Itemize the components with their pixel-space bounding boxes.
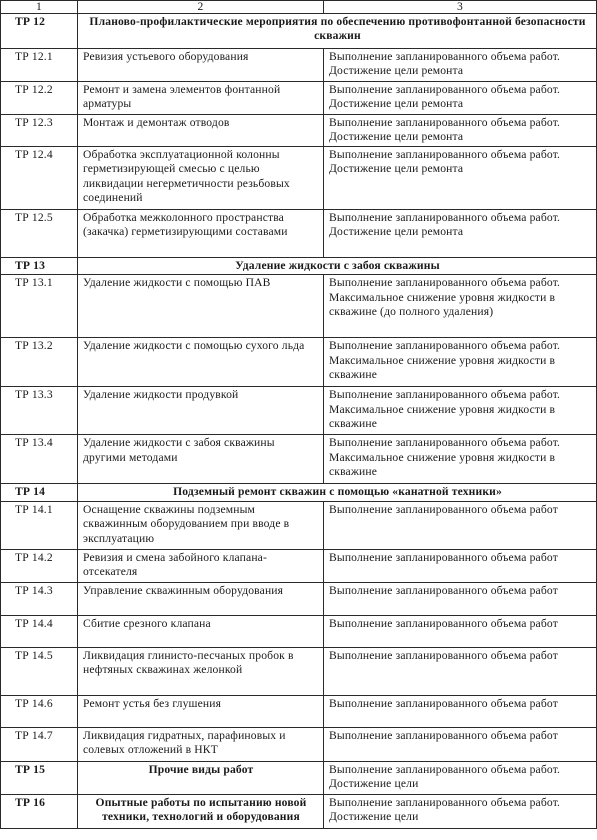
work-description: Удаление жидкости с помощью ПАВ [78, 275, 324, 338]
column-number-row [1, 1, 597, 14]
row-code: ТР 12 [1, 14, 78, 49]
expected-result: Выполнение запланированного объема работ [324, 549, 597, 582]
section-row [1, 794, 597, 828]
work-description: Обработка межколонного пространства (закачка) герметизирующими составами [78, 210, 324, 258]
table-row [1, 82, 597, 115]
expected-result: Выполнение запланированного объема работ. Максимальное снижение уровня жидкости в скважине [324, 338, 597, 387]
expected-result: Выполнение запланированного объема работ. Достижение цели ремонта [324, 147, 597, 210]
row-code: ТР 16 [1, 794, 78, 828]
expected-result: Выполнение запланированного объема работ [324, 695, 597, 727]
row-code: ТР 13 [1, 258, 78, 275]
row-code: ТР 13.1 [1, 275, 78, 338]
work-description: Обработка эксплуатационной колонны герметизирующей смесью с целью ликвидации негерметичности резьбовых соединений [78, 147, 324, 210]
expected-result: Выполнение запланированного объема работ. Достижение цели [324, 761, 597, 794]
row-code: ТР 14.3 [1, 582, 78, 615]
expected-result: Выполнение запланированного объема работ. Достижение цели ремонта [324, 210, 597, 258]
table-row [1, 210, 597, 258]
work-description: Удаление жидкости продувкой [78, 387, 324, 435]
expected-result: Выполнение запланированного объема работ. Достижение цели [324, 794, 597, 828]
row-code: ТР 13.2 [1, 338, 78, 387]
work-description: Ремонт устья без глушения [78, 695, 324, 727]
work-description: Сбитие срезного клапана [78, 615, 324, 647]
row-code: ТР 14.1 [1, 501, 78, 549]
section-title: Удаление жидкости с забоя скважины [78, 258, 597, 275]
work-description: Ликвидация гидратных, парафиновых и солевых отложений в НКТ [78, 727, 324, 761]
expected-result: Выполнение запланированного объема работ [324, 647, 597, 695]
table-row [1, 615, 597, 647]
work-description: Ревизия устьевого оборудования [78, 49, 324, 82]
table-row [1, 582, 597, 615]
section-title: Планово-профилактические мероприятия по обеспечению противофонтанной безопасности скважин [78, 14, 597, 49]
table-row [1, 501, 597, 549]
row-code: ТР 14.5 [1, 647, 78, 695]
row-code: ТР 12.2 [1, 82, 78, 115]
work-description: Монтаж и демонтаж отводов [78, 115, 324, 147]
expected-result: Выполнение запланированного объема работ. Достижение цели ремонта [324, 115, 597, 147]
table-row [1, 49, 597, 82]
section-title: Прочие виды работ [78, 761, 324, 794]
table-row [1, 549, 597, 582]
work-description: Ремонт и замена элементов фонтанной арматуры [78, 82, 324, 115]
work-description: Ликвидация глинисто-песчаных пробок в нефтяных скважинах желонкой [78, 647, 324, 695]
table-row [1, 147, 597, 210]
row-code: ТР 14 [1, 484, 78, 501]
row-code: ТР 14.7 [1, 727, 78, 761]
expected-result: Выполнение запланированного объема работ. Достижение цели ремонта [324, 49, 597, 82]
work-description: Удаление жидкости с забоя скважины другими методами [78, 435, 324, 484]
row-code: ТР 12.1 [1, 49, 78, 82]
table-row [1, 275, 597, 338]
expected-result: Выполнение запланированного объема работ [324, 582, 597, 615]
row-code: ТР 14.2 [1, 549, 78, 582]
column-number: 3 [324, 1, 597, 14]
table-row [1, 647, 597, 695]
row-code: ТР 13.4 [1, 435, 78, 484]
expected-result: Выполнение запланированного объема работ. Максимальное снижение уровня жидкости в скважине [324, 387, 597, 435]
section-title: Подземный ремонт скважин с помощью «канатной техники» [78, 484, 597, 501]
table-row [1, 387, 597, 435]
expected-result: Выполнение запланированного объема работ. Максимальное снижение уровня жидкости в скважине (до полного удаления) [324, 275, 597, 338]
row-code: ТР 13.3 [1, 387, 78, 435]
work-description: Удаление жидкости с помощью сухого льда [78, 338, 324, 387]
table-row [1, 435, 597, 484]
expected-result: Выполнение запланированного объема работ. Максимальное снижение уровня жидкости в скважине [324, 435, 597, 484]
section-title: Опытные работы по испытанию новой техники, технологий и оборудования [78, 794, 324, 828]
section-row [1, 14, 597, 49]
expected-result: Выполнение запланированного объема работ. Достижение цели ремонта [324, 82, 597, 115]
section-row [1, 761, 597, 794]
row-code: ТР 12.3 [1, 115, 78, 147]
row-code: ТР 12.4 [1, 147, 78, 210]
column-number: 2 [78, 1, 324, 14]
work-description: Ревизия и смена забойного клапана-отсекателя [78, 549, 324, 582]
table-row [1, 727, 597, 761]
section-row [1, 258, 597, 275]
table-row [1, 115, 597, 147]
expected-result: Выполнение запланированного объема работ [324, 727, 597, 761]
work-description: Оснащение скважины подземным скважинным оборудованием при вводе в эксплуатацию [78, 501, 324, 549]
row-code: ТР 14.6 [1, 695, 78, 727]
expected-result: Выполнение запланированного объема работ [324, 615, 597, 647]
column-number: 1 [1, 1, 78, 14]
row-code: ТР 12.5 [1, 210, 78, 258]
table-row [1, 695, 597, 727]
work-description: Управление скважинным оборудования [78, 582, 324, 615]
row-code: ТР 14.4 [1, 615, 78, 647]
section-row [1, 484, 597, 501]
table-row [1, 338, 597, 387]
expected-result: Выполнение запланированного объема работ [324, 501, 597, 549]
row-code: ТР 15 [1, 761, 78, 794]
